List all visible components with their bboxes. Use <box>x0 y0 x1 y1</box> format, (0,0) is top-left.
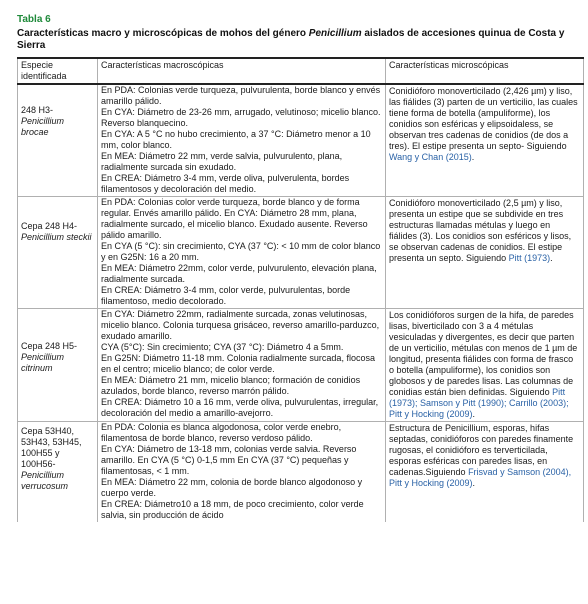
strain-id: Cepa 53H40, 53H43, 53H45, 100H55 y 100H56- <box>21 426 82 469</box>
species-name: Penicillium brocae <box>21 116 65 137</box>
microscopic-cell <box>386 84 584 197</box>
caption-text-2: aislados de accesiones quinua de Costa y Sierra <box>17 28 565 51</box>
caption-text-1: Características macro y microscópicas de mohos del género <box>17 28 309 39</box>
strain-id: 248 H3- <box>21 105 54 115</box>
reference-link[interactable]: Pitt (1973); Samson y Pitt (1990); Carrillo (2003); Pitt y Hocking (2009) <box>389 387 569 419</box>
microscopic-text: Conidióforo monoverticilado (2,5 µm) y liso, presenta un estipe que se subdivide en tres estructuras llamadas métulas y luego en fiálides (3). Los conidios son esféricos y lisos, se observan cadenas de conidios. El estipe presenta un septo. Siguiendo <box>389 198 572 263</box>
species-name: Penicillium citrinum <box>21 352 65 373</box>
species-cell <box>18 84 98 197</box>
microscopic-cell <box>386 422 584 523</box>
header-macro: Características macroscópicas <box>98 58 386 84</box>
reference-link[interactable]: Wang y Chan (2015) <box>389 152 472 162</box>
microscopic-text-end: . <box>472 409 476 419</box>
table-body <box>18 84 584 522</box>
macroscopic-cell: En PDA: Colonias verde turqueza, pulvurulenta, borde blanco y envés amarillo pálido. En CYA: Diámetro de 23-26 mm, arrugado, velutinoso; micelio blanco. Reverso blanquecino. En CYA: A 5 °C no hubo crecimiento, a 37 °C: Diámetro menor a 10 mm, color blanco. En MEA: Diámetro 22 mm, verde salvia, pulvurulento, plana, radialmente surcada sin exudado. En CREA: Diámetro 3-4 mm, verde oliva, pulverulenta, bordes filamentosos y decoloración del medio. <box>98 84 386 197</box>
species-cell <box>18 422 98 523</box>
header-micro: Características microscópicas <box>386 58 584 84</box>
strain-id: Cepa 248 H4- <box>21 221 78 231</box>
penicillium-table <box>17 57 584 522</box>
microscopic-text-end: . <box>550 253 553 263</box>
species-name: Penicillium steckii <box>21 232 92 242</box>
microscopic-text: Conidióforo monoverticilado (2,426 µm) y liso, las fiálides (3) parten de un verticilio, las cuales tiene forma de botella (ampuliforme), los conidios son esféricas y elipsoidaless, se observan tres cadenas de conidios (de dos a tres). El estipe presenta un septo- Siguiendo <box>389 86 578 151</box>
reference-link[interactable]: Frisvad y Samson (2004), Pitt y Hocking (2009) <box>389 467 572 488</box>
table-label: Tabla 6 <box>17 14 51 25</box>
microscopic-text-end: . <box>471 152 475 162</box>
species-name: Penicillium verrucosum <box>21 470 69 491</box>
microscopic-cell <box>386 197 584 309</box>
species-cell <box>18 197 98 309</box>
strain-id: Cepa 248 H5- <box>21 341 78 351</box>
header-species: Especie identificada <box>18 58 98 84</box>
microscopic-text-end: . <box>472 478 476 488</box>
caption-genus: Penicillium <box>308 28 362 39</box>
table-caption <box>17 28 585 52</box>
table-row <box>18 422 584 523</box>
microscopic-text: Los conidióforos surgen de la hifa, de paredes lisas, biverticilado con 3 a 4 métulas vesiculadas y divergentes, es decir que parten de un verticilio, métulas con menos de 1 µm de longitud, presenta fiálides con forma de frasco o botella (ampuliforme), los conidios son globosos y de paredes lisas. Las columnas de conidias están bien definidas. Siguiendo <box>389 310 578 397</box>
microscopic-text: Estructura de Penicillium, esporas, hifas septadas, conidióforos con paredes finamente rugosas, el conidióforo es terverticilada, esporas esféricas con paredes lisas, en cadenas.Siguiendo <box>389 423 574 477</box>
species-cell <box>18 309 98 422</box>
table-row <box>18 84 584 197</box>
table-row <box>18 309 584 422</box>
macroscopic-cell: En PDA: Colonias color verde turqueza, borde blanco y de forma regular. Envés amarillo pálido. En CYA: Diámetro 28 mm, plana, radialmente surcado, el micelio blanco. Exudado ausente. Reverso pálido amarillo. En CYA (5 °C): sin crecimiento, CYA (37 °C): < 10 mm de color blanco y en G25N: 16 a 20 mm. En MEA: Diámetro 22mm, color verde, pulvurulento, elevación plana, radialmente surcada. En CREA: Diámetro 3-4 mm, color verde, pulvurulentas, borde filamentoso, medio decolorado. <box>98 197 386 309</box>
microscopic-cell <box>386 309 584 422</box>
table-row <box>18 197 584 309</box>
reference-link[interactable]: Pitt (1973) <box>508 253 551 263</box>
macroscopic-cell: En CYA: Diámetro 22mm, radialmente surcada, zonas velutinosas, micelio blanco. Colonia turquesa grisáceo, reverso amarillo-parduzco, exudado amarillo. CYA (5°C): Sin crecimiento; CYA (37 °C): Diámetro 4 a 5mm. En G25N: Diámetro 11-18 mm. Colonia radialmente surcada, flocosa en el centro; micelio blanco; de color verde. En MEA: Diámetro 21 mm, micelio blanco; formación de conidios azulados, borde blanco, reverso marrón pálido. En CREA: Diámetro 10 a 16 mm, verde oliva, pulvurulentas, irregular, decoloración del medio a amarillo-avejorro. <box>98 309 386 422</box>
macroscopic-cell: En PDA: Colonia es blanca algodonosa, color verde enebro, filamentosa de borde blanco, reverso verdoso pálido. En CYA: Diámetro de 13-18 mm, colonias verde salvia. Reverso amarillo. En CYA (5 °C) 0-1,5 mm En CYA (37 °C) pequeñas y filamentosas, < 1 mm. En MEA: Diámetro 22 mm, colonia de borde blanco algodonoso y cuerpo verde. En CREA: Diámetro10 a 18 mm, de poco crecimiento, color verde salvia, sin producción de ácido <box>98 422 386 523</box>
